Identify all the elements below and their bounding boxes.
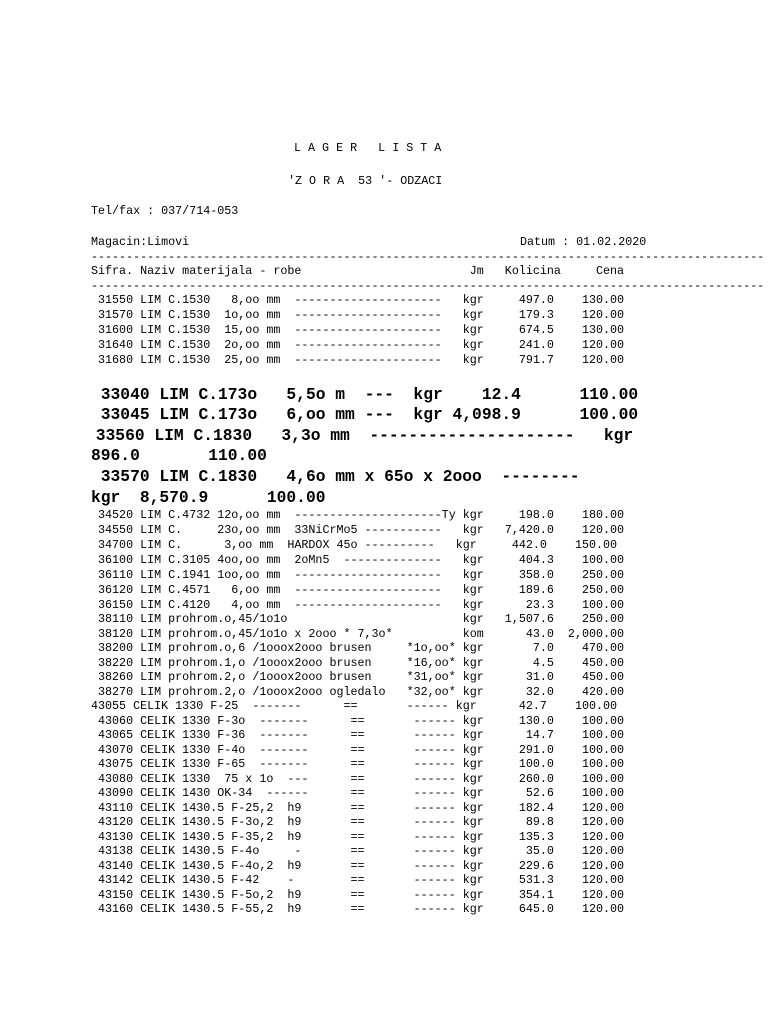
header-rule-bottom: ------------------------------------------------------------------------------------------------	[91, 279, 765, 293]
table-row-large: 33040 LIM C.173o 5,5o m --- kgr 12.4 110.00	[91, 385, 639, 404]
table-row: 31640 LIM C.1530 2o,oo mm --------------------- kgr 241.0 120.00	[91, 338, 625, 352]
table-row: 43090 CELIK 1430 OK-34 ------ == ------ kgr 52.6 100.00	[91, 786, 625, 800]
table-row: 38110 LIM prohrom.o,45/1o1o kgr 1,507.6 250.00	[91, 612, 625, 626]
table-row: 31570 LIM C.1530 1o,oo mm --------------------- kgr 179.3 120.00	[91, 308, 625, 322]
table-row: 43065 CELIK 1330 F-36 ------- == ------ kgr 14.7 100.00	[91, 728, 625, 742]
company-name: 'Z O R A 53 '- ODZACI	[288, 174, 443, 188]
table-row-large: 896.0 110.00	[91, 446, 267, 465]
table-row: 38220 LIM prohrom.1,o /1ooox2ooo brusen *16,oo* kgr 4.5 450.00	[91, 656, 625, 670]
table-row: 38120 LIM prohrom.o,45/1o1o x 2ooo * 7,3o* kom 43.0 2,000.00	[91, 627, 625, 641]
document-title: L A G E R L I S T A	[294, 141, 442, 155]
table-row: 43075 CELIK 1330 F-65 ------- == ------ kgr 100.0 100.00	[91, 757, 625, 771]
table-row: 36120 LIM C.4571 6,oo mm --------------------- kgr 189.6 250.00	[91, 583, 625, 597]
table-row: 43140 CELIK 1430.5 F-4o,2 h9 == ------ kgr 229.6 120.00	[91, 859, 625, 873]
table-row: 38260 LIM prohrom.2,o /1ooox2ooo brusen *31,oo* kgr 31.0 450.00	[91, 670, 625, 684]
table-row: 43142 CELIK 1430.5 F-42 - == ------ kgr 531.3 120.00	[91, 873, 625, 887]
table-row-large: 33570 LIM C.1830 4,6o mm x 65o x 2ooo --------	[91, 467, 580, 486]
table-row: 31550 LIM C.1530 8,oo mm --------------------- kgr 497.0 130.00	[91, 293, 625, 307]
table-row: 34550 LIM C. 23o,oo mm 33NiCrMo5 ----------- kgr 7,420.0 120.00	[91, 523, 625, 537]
table-row: 34520 LIM C.4732 12o,oo mm ---------------------Ty kgr 198.0 180.00	[91, 508, 625, 522]
table-row: 43110 CELIK 1430.5 F-25,2 h9 == ------ kgr 182.4 120.00	[91, 801, 625, 815]
table-row: 43080 CELIK 1330 75 x 1o --- == ------ kgr 260.0 100.00	[91, 772, 625, 786]
table-row: 43150 CELIK 1430.5 F-5o,2 h9 == ------ kgr 354.1 120.00	[91, 888, 625, 902]
table-row: 36110 LIM C.1941 1oo,oo mm --------------------- kgr 358.0 250.00	[91, 568, 625, 582]
table-row: 43070 CELIK 1330 F-4o ------- == ------ kgr 291.0 100.00	[91, 743, 625, 757]
header-rule-top: ------------------------------------------------------------------------------------------------	[91, 250, 765, 264]
table-row: 38270 LIM prohrom.2,o /1ooox2ooo ogledalo *32,oo* kgr 32.0 420.00	[91, 685, 625, 699]
table-row: 36100 LIM C.3105 4oo,oo mm 2oMn5 -------------- kgr 404.3 100.00	[91, 553, 625, 567]
table-row: 31600 LIM C.1530 15,oo mm --------------------- kgr 674.5 130.00	[91, 323, 625, 337]
table-row: 43120 CELIK 1430.5 F-3o,2 h9 == ------ kgr 89.8 120.00	[91, 815, 625, 829]
table-row: 43060 CELIK 1330 F-3o ------- == ------ kgr 130.0 100.00	[91, 714, 625, 728]
column-headers: Sifra. Naziv materijala - robe Jm Kolicina Cena	[91, 264, 625, 278]
table-row: 43055 CELIK 1330 F-25 ------- == ------ kgr 42.7 100.00	[91, 699, 618, 713]
table-row-large: kgr 8,570.9 100.00	[91, 488, 326, 507]
warehouse-label: Magacin:Limovi	[91, 235, 190, 249]
report-date: Datum : 01.02.2020	[520, 235, 647, 249]
table-row: 43160 CELIK 1430.5 F-55,2 h9 == ------ kgr 645.0 120.00	[91, 902, 625, 916]
tel-fax: Tel/fax : 037/714-053	[91, 204, 239, 218]
table-row-large: 33045 LIM C.173o 6,oo mm --- kgr 4,098.9 100.00	[91, 405, 639, 424]
table-row: 43130 CELIK 1430.5 F-35,2 h9 == ------ kgr 135.3 120.00	[91, 830, 625, 844]
table-row: 31680 LIM C.1530 25,oo mm --------------------- kgr 791.7 120.00	[91, 353, 625, 367]
table-row-large: 33560 LIM C.1830 3,3o mm --------------------- kgr	[86, 426, 634, 445]
table-row: 36150 LIM C.4120 4,oo mm --------------------- kgr 23.3 100.00	[91, 598, 625, 612]
table-row: 43138 CELIK 1430.5 F-4o - == ------ kgr 35.0 120.00	[91, 844, 625, 858]
table-row: 38200 LIM prohrom.o,6 /1ooox2ooo brusen *1o,oo* kgr 7.0 470.00	[91, 641, 625, 655]
table-row: 34700 LIM C. 3,oo mm HARDOX 45o ---------- kgr 442.0 150.00	[91, 538, 618, 552]
